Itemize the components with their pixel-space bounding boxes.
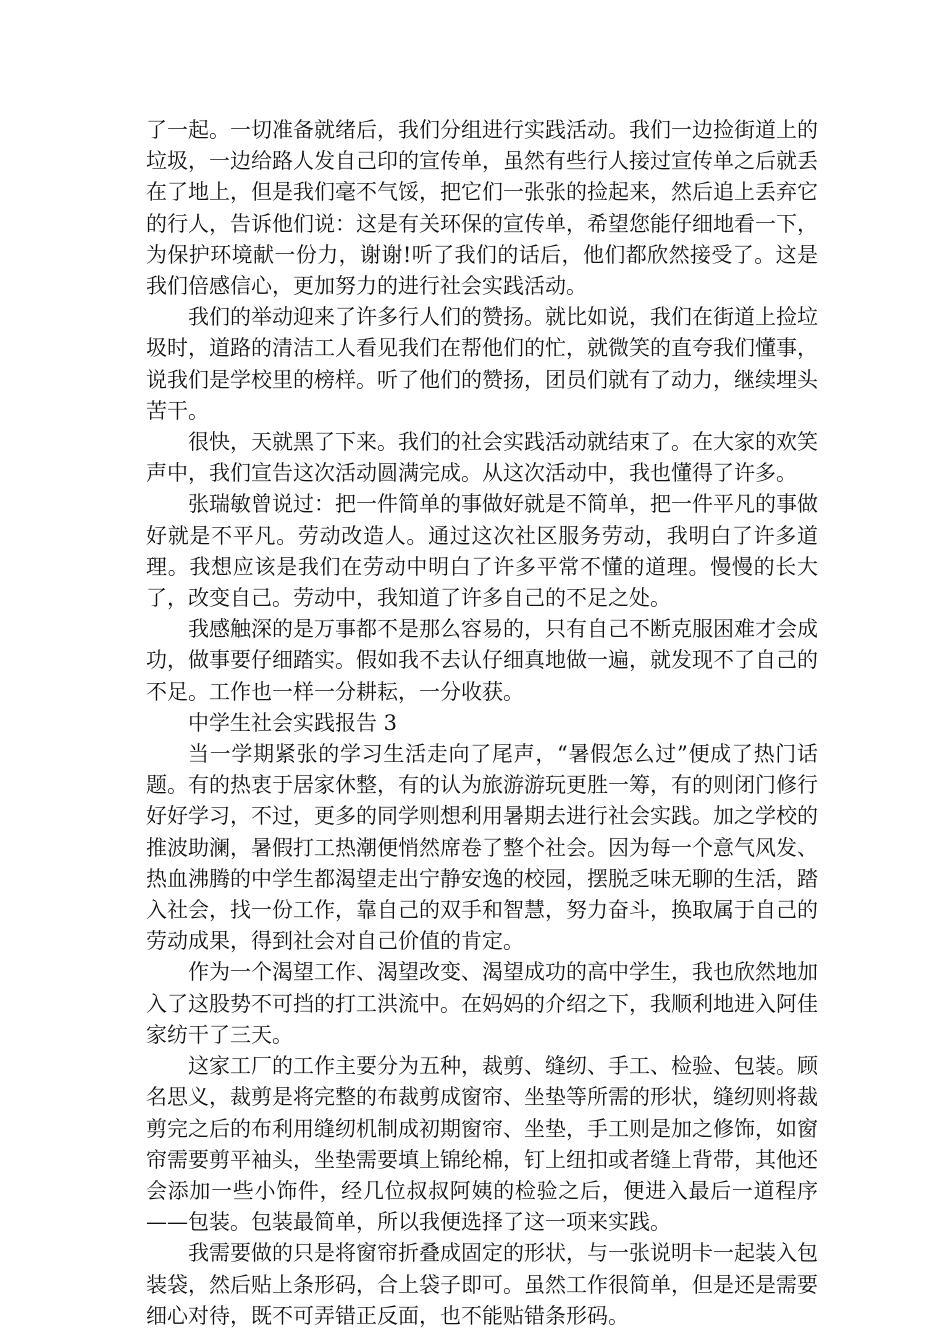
document-body (146, 115, 818, 1332)
paragraph-8: 这家工厂的工作主要分为五种，裁剪、缝纫、手工、检验、包装。顾名思义，裁剪是将完整的布裁剪成窗帘、坐垫等所需的形状，缝纫则将裁剪完之后的布利用缝纫机制成初期窗帘、坐垫，手工则是加之修饰，如窗帘需要剪平袖头，坐垫需要填上锦纶棉，钉上纽扣或者缝上背带，其他还会添加一些小饰件，经几位叔叔阿姨的检验之后，便进入最后一道程序——包装。包装最简单，所以我便选择了这一项来实践。 (146, 1054, 818, 1235)
paragraph-9: 我需要做的只是将窗帘折叠成固定的形状，与一张说明卡一起装入包装袋，然后贴上条形码，合上袋子即可。虽然工作很简单，但是还是需要细心对待，既不可弄错正反面，也不能贴错条形码。 (146, 1241, 818, 1328)
section-heading: 中学生社会实践报告 3 (188, 710, 398, 735)
paragraph-4: 张瑞敏曾说过：把一件简单的事做好就是不简单，把一件平凡的事做好就是不平凡。劳动改造人。通过这次社区服务劳动，我明白了许多道理。我想应该是我们在劳动中明白了许多平常不懂的道理。慢慢的长大了，改变自己。劳动中，我知道了许多自己的不足之处。 (146, 492, 818, 611)
paragraph-3: 很快，天就黑了下来。我们的社会实践活动就结束了。在大家的欢笑声中，我们宣告这次活动圆满完成。从这次活动中，我也懂得了许多。 (146, 430, 818, 486)
paragraph-2: 我们的举动迎来了许多行人们的赞扬。就比如说，我们在街道上捡垃圾时，道路的清洁工人看见我们在帮他们的忙，就微笑的直夸我们懂事，说我们是学校里的榜样。听了他们的赞扬，团员们就有了动力，继续埋头苦干。 (146, 305, 818, 423)
paragraph-6: 当一学期紧张的学习生活走向了尾声，“暑假怎么过”便成了热门话题。有的热衷于居家休整，有的认为旅游游玩更胜一筹，有的则闭门修行好好学习，不过，更多的同学则想利用暑期去进行社会实践。加之学校的推波助澜，暑假打工热潮便悄然席卷了整个社会。因为每一个意气风发、热血沸腾的中学生都渴望走出宁静安逸的校园，摆脱乏味无聊的生活，踏入社会，找一份工作，靠自己的双手和智慧，努力奋斗，换取属于自己的劳动成果，得到社会对自己价值的肯定。 (146, 742, 818, 954)
paragraph-1: 了一起。一切准备就绪后，我们分组进行实践活动。我们一边捡街道上的垃圾，一边给路人发自己印的宣传单，虽然有些行人接过宣传单之后就丢在了地上，但是我们毫不气馁，把它们一张张的捡起来，然后追上丢弃它的行人，告诉他们说：这是有关环保的宣传单，希望您能仔细地看一下，为保护环境献一份力，谢谢!听了我们的话后，他们都欣然接受了。这是我们倍感信心，更加努力的进行社会实践活动。 (146, 118, 818, 299)
paragraph-5: 我感触深的是万事都不是那么容易的，只有自己不断克服困难才会成功，做事要仔细踏实。假如我不去认仔细真地做一遍，就发现不了自己的不足。工作也一样一分耕耘，一分收获。 (146, 617, 818, 704)
paragraph-7: 作为一个渴望工作、渴望改变、渴望成功的高中学生，我也欣然地加入了这股势不可挡的打工洪流中。在妈妈的介绍之下，我顺利地进入阿佳家纺干了三天。 (146, 960, 818, 1047)
